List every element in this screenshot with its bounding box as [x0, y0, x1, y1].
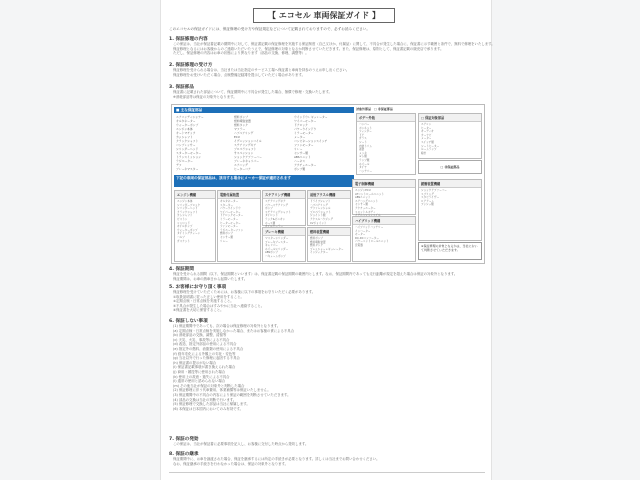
list-item: カムシャフト	[176, 135, 193, 139]
section-2-line: 保証修理をお受けいただく場合、点検整備記録簿を提示していただく場合があります。	[173, 72, 305, 77]
manufacturer-warranty-header: 下記の車両の保証部品は、該当する場合にメーカー保証が適用されます	[174, 175, 354, 187]
list-item: エアバッグ	[234, 163, 248, 167]
list-item: タイミングチェーン	[177, 232, 201, 236]
bottom-divider	[169, 472, 485, 473]
section-6-line: (e) 指定外の燃料、油脂類の使用による不具合	[173, 346, 244, 351]
list-item: ドアロックモーター	[220, 214, 244, 218]
section-body-1	[173, 42, 495, 56]
list-item: ステアリングシャフト	[265, 210, 291, 214]
section-body-6	[173, 324, 485, 411]
section-6-line: (1) 保証期間中であっても、次の場合は保証修理の対象外となります。	[173, 324, 281, 328]
list-item: マフラー	[234, 127, 246, 131]
list-item: シート	[359, 140, 367, 144]
list-item: 燃料噴射装置	[234, 119, 251, 123]
list-item: メーター	[421, 137, 432, 141]
exclusion-box-electrical	[418, 113, 482, 159]
list-item: CVジョイント	[310, 221, 327, 225]
list-item: ウインドウレギュレーター	[294, 115, 328, 119]
list-item: ドアロック	[294, 123, 308, 127]
list-item: ホイール	[359, 162, 370, 166]
list-item: 燃料タンク	[310, 244, 323, 248]
covered-parts-list-a	[176, 115, 232, 171]
list-item: クランクシャフト	[176, 139, 199, 143]
category-axle	[307, 190, 351, 226]
list-item: マスターシリンダー	[265, 237, 289, 240]
list-item: ボンネット	[359, 126, 372, 130]
section-6-line: (2) 保証修理に伴う代車費用、休業補償等は保証いたしません。	[173, 388, 271, 393]
list-item: コンロッド	[177, 221, 190, 225]
list-item: ゴム類	[359, 155, 367, 159]
section-body-7	[173, 442, 485, 447]
list-item: ショックアブソーバー	[234, 155, 262, 159]
section-title-5: 5. お客様にお守り頂く事項	[169, 285, 227, 290]
section-6-line: (5) 保証修理で交換した部品は当社に帰属します。	[173, 402, 250, 407]
section-title-3: 3. 保証部品	[169, 85, 194, 90]
non-warranty-legend: □ 非保証部品	[418, 160, 482, 174]
exclusion-box-body	[356, 113, 416, 175]
section-3-line: ※消耗部品等は保証の対象外となります。	[173, 94, 237, 99]
list-item: メッキ	[359, 151, 367, 155]
section-6-line: (4) 部品の交換は当社の判断で行います。	[173, 397, 237, 402]
list-item: キャリパー	[265, 244, 278, 248]
list-item: スターター	[220, 203, 233, 207]
list-item: コンビネーションスイッチ	[294, 139, 328, 143]
list-item: ハーネス	[294, 159, 306, 163]
list-item: ハイブリッドバッテリー	[355, 226, 384, 229]
exclusion-legend-title: 対象外部品 □ 非保証部品	[356, 107, 393, 111]
category-title: 前後アクスル機構	[308, 191, 350, 199]
list-item: スターターモーター	[176, 151, 202, 155]
list-item: シリンダーブロック	[177, 203, 201, 207]
table-note: ※保証修理の対象となるかは、当社において判断させていただきます。	[418, 242, 482, 260]
list-item: メーター	[294, 135, 306, 139]
list-item: ガラス	[359, 137, 367, 141]
list-item: リレー	[220, 239, 228, 243]
list-item: ヒーターモーター	[220, 221, 241, 225]
exclusion-box-title: ボデー外装	[357, 114, 415, 122]
list-item: ヒーターコア	[234, 167, 251, 171]
list-item: カーナビ	[421, 133, 432, 137]
section-body-5	[173, 290, 485, 313]
list-item: バルブ	[177, 235, 185, 239]
list-item: ラジエーター	[176, 159, 193, 163]
category-hybrid	[352, 216, 416, 262]
list-item: ラジエーターファン	[220, 228, 244, 232]
section-6-line: (k) 使用上の故意・過失による不具合	[173, 374, 230, 379]
list-item: 内装トリム	[359, 144, 372, 148]
list-item: ブッシュ類	[421, 203, 434, 207]
section-6-line: (a) 定期点検・日常点検を実施しなかった場合、またはお客様の責による不具合	[173, 328, 295, 333]
section-title-7: 7. 保証の発効	[169, 437, 199, 442]
list-item: ウォーターポンプ	[177, 228, 198, 232]
list-item: エアコンディショナー	[176, 115, 204, 119]
section-6-line: (j) 商用・競技等に使用された場合	[173, 369, 226, 374]
list-item: コンプレッサー	[176, 143, 196, 147]
category-title: ブレーキ機構	[263, 228, 305, 236]
list-item: 時計	[421, 151, 427, 155]
list-item: センサー類	[294, 151, 308, 155]
section-body-4	[173, 272, 485, 281]
list-item: プロペラシャフト	[234, 147, 257, 151]
list-item: ABSポンプ	[265, 251, 278, 255]
list-item: ファンモーター	[220, 225, 239, 229]
list-item: ワイパーモーター	[294, 119, 317, 123]
category-title: 電動付属装置	[218, 191, 260, 199]
intro-text: このエコセルの保証ガイドには、保証修理の受け方や保証規定などについて記載されておりますので、必ずお読みください。	[169, 27, 370, 31]
warranty-parts-table	[171, 104, 485, 264]
list-item: アクチュエーター	[294, 163, 317, 167]
list-item: オルタネーター	[220, 200, 239, 203]
list-item: ランプ類	[359, 158, 370, 162]
page-title: 【 エコセル 車両保証ガイド 】	[253, 8, 395, 23]
section-6-line: (6) 本保証は日本国内においてのみ有効です。	[173, 406, 244, 411]
list-item: ホース類	[265, 221, 276, 225]
section-7-line: この保証は、当社が保証書に必要事項を記入し、お客様に交付した時点から発効します。	[173, 442, 309, 446]
list-item: 燃料タンク	[234, 123, 248, 127]
list-item: シリンダーヘッド	[176, 147, 199, 151]
section-3-line: 保証書に記載された部品について、保証期間中に不具合が発生した場合、無償で修理・交換いたします。	[173, 90, 332, 94]
list-item: パワーウインドウ	[294, 127, 317, 131]
section-body-2	[173, 68, 485, 77]
section-1-line: 保証修理となるにはお客様からのご連絡いただいたうえで、保証修理の対象となるか判断させていただきます。また、保証修理は、原則として、保証書記載の販売店で承ります。	[173, 46, 444, 51]
list-item: ATコントロールユニット	[355, 192, 384, 196]
covered-parts-list-c	[294, 115, 352, 171]
list-item: インジェクター	[310, 251, 328, 255]
category-brake	[262, 227, 306, 262]
list-item: スタビライザー	[421, 196, 440, 200]
category-title: 燃料装置機構	[308, 228, 350, 236]
list-item: エンジン本体	[176, 127, 193, 131]
list-item: インバーター	[355, 229, 371, 233]
category-engine	[174, 190, 216, 262]
list-item: ロアアーム	[421, 199, 434, 203]
section-6-line: (d) 改造、指定外部品の使用による不具合	[173, 342, 237, 347]
list-item: オルタネーター	[176, 119, 196, 123]
list-item: ウォーターポンプ	[176, 123, 199, 127]
section-body-3	[173, 90, 485, 99]
list-item: エアバッグユニット	[355, 199, 378, 203]
list-item: シリンダーヘッド	[177, 207, 198, 211]
list-item: アクスルハウジング	[310, 217, 333, 221]
list-item: クランクシャフト	[177, 210, 198, 214]
category-steering	[262, 190, 306, 226]
list-item: ショックアブソーバー	[421, 189, 447, 192]
list-item: ハブベアリング	[310, 203, 328, 207]
list-item: リレー	[294, 147, 303, 151]
list-item: エンジンECU	[355, 189, 371, 192]
section-5-line: ④保証書を大切に保管すること。	[173, 308, 224, 313]
list-item: ドア	[359, 133, 365, 137]
category-title: エンジン機構	[175, 191, 215, 199]
warranty-document	[160, 0, 495, 480]
list-item: スプリング	[421, 192, 434, 196]
list-item: バキュームポンプ	[265, 254, 286, 258]
section-1-line: ただし、保証修理の内容はお車の状態により異なります（部品の交換、修理、調整等）。	[173, 51, 309, 56]
section-5-line: 保証修理を受けていただくためには、お客様に以下の事項をお守りいただく必要があります。	[173, 290, 316, 294]
list-item: ポンプ	[265, 207, 273, 211]
section-6-line: (3) 保証期間中の不具合の内容により保証の範囲を判断させていただきます。	[173, 392, 291, 397]
list-item: パワーウインドウ	[220, 207, 241, 211]
legend-label: □ 保証対象部品	[419, 114, 481, 122]
list-item: ファンモーター	[294, 143, 314, 147]
list-item: スイッチ類	[421, 140, 434, 144]
list-item: センサー類	[355, 203, 368, 207]
list-item: ジョイント類	[310, 214, 326, 218]
list-item: スロットルボディ	[355, 210, 376, 214]
category-title: ハイブリッド機構	[353, 217, 415, 225]
list-item: 塗装	[359, 148, 365, 152]
category-title: 電子制御機構	[353, 180, 415, 188]
list-item: オイルポンプ	[177, 225, 193, 229]
category-fuel	[307, 227, 351, 262]
list-item: ミラーモーター	[220, 217, 239, 221]
covered-parts-header: ■ 主な保証部品	[174, 107, 354, 113]
list-item: ミラーモーター	[294, 131, 314, 135]
section-6-line: (l) 通常の使用と認められない場合	[173, 379, 226, 384]
covered-parts-list-b	[234, 115, 292, 171]
list-item: トランスミッション	[176, 155, 201, 159]
list-item: プロペラシャフト	[310, 210, 331, 214]
section-title-1: 1. 保証修理の内容	[169, 37, 208, 42]
list-item: ヒーター	[421, 126, 432, 130]
section-5-line: ①取扱説明書に従った正しい使用をすること。	[173, 294, 244, 299]
list-item: 燃料ポンプ	[220, 232, 233, 236]
list-item: ABSユニット	[355, 196, 371, 200]
section-title-8: 8. 保証の継承	[169, 452, 199, 457]
list-item: カムシャフト	[177, 214, 193, 218]
list-item: ピストン	[177, 217, 188, 221]
list-item: エアコン	[421, 123, 432, 126]
list-item: パワーコントロールユニット	[355, 240, 389, 244]
category-suspension	[418, 179, 482, 241]
section-8-line: なお、保証継承の手続きを行わなかった場合は、保証の対象外となります。	[173, 461, 289, 466]
list-item: ABSユニット	[294, 155, 311, 159]
list-item: センサー類	[220, 235, 233, 239]
list-item: ハブベアリング	[234, 131, 254, 135]
section-title-4: 4. 保証期間	[169, 267, 194, 272]
list-item: パワーステアリング	[265, 203, 289, 207]
section-5-line: ③不具合が発生した場合はすみやかに当社へ連絡すること。	[173, 303, 265, 308]
section-6-line: (g) 当社以外で行った修理に起因する不具合	[173, 356, 240, 361]
list-item: ホイールシリンダー	[265, 247, 289, 251]
list-item: オーディオ	[421, 130, 434, 134]
list-item: 充電器	[355, 243, 363, 247]
list-item: オートマチック	[176, 131, 196, 135]
section-title-6: 6. 保証しない事項	[169, 319, 208, 324]
section-6-line: (m) その他当社が保証の対象外と判断した場合	[173, 383, 245, 388]
section-6-line: (i) 保証書記載事項が書き換えられた場合	[173, 365, 236, 370]
list-item: ドライブシャフト	[310, 200, 331, 203]
section-8-line: 保証期間中に、お車を譲渡された場合、保証を継承するには所定の手続きが必要となります。詳しくは当社までお問い合わせください。	[173, 457, 380, 461]
list-item: バンパー	[359, 123, 370, 126]
list-item: DC-DCコンバーター	[355, 236, 379, 240]
list-item: プレッシャーレギュレーター	[310, 247, 344, 251]
section-6-line: (c) 天災、火災、事故等による不具合	[173, 337, 230, 342]
list-item: イグニッションコイル	[234, 139, 262, 143]
section-title-2: 2. 保証修理の受け方	[169, 63, 213, 68]
section-body-8	[173, 457, 485, 466]
list-item: サスペンション	[234, 151, 254, 155]
list-item: バッテリー	[359, 169, 372, 173]
list-item: デファレンシャル	[310, 207, 331, 211]
list-item: ルームランプ	[421, 148, 437, 152]
section-6-line: (f) 経年変化による外観上の劣化・変色等	[173, 351, 236, 356]
list-item: 燃料ポンプ	[234, 115, 248, 119]
section-1-line: この保証は、当社が保証書記載の期間中に対して、保証書記載の保証修理を実施する保証制度（自己又ほか、付属品）に関して、不具合が発生した場合に、保証書に示す範囲と条件で、無料で修理をいたします。	[173, 42, 495, 46]
category-electronic-control	[352, 179, 416, 215]
section-6-line: (h) 保証書の提示がない場合	[173, 360, 217, 365]
section-4-line: 保証期間は、お車の納車日から起算いたします。	[173, 276, 248, 281]
list-item: 燃料噴射装置	[310, 240, 326, 244]
category-title: 緩衝装置機構	[419, 180, 481, 188]
list-item: ステアリングギア	[234, 143, 257, 147]
list-item: タイヤ	[359, 166, 367, 170]
list-item: シートヒーター	[421, 144, 440, 148]
category-electrical	[217, 190, 261, 262]
list-item: ブレーキブースター	[265, 240, 289, 244]
list-item: アクチュエーター	[355, 206, 376, 210]
list-item: モーター	[355, 233, 366, 237]
list-item: ブレーキマスター	[176, 167, 199, 171]
list-item: ブレーキキャリパー	[234, 159, 259, 163]
list-item: タイロッド	[265, 214, 278, 218]
list-item: フェンダー	[359, 130, 372, 134]
list-item: 燃料ポンプ	[310, 237, 323, 240]
list-item: ECU	[234, 135, 240, 139]
list-item: ラック&ピニオン	[265, 217, 286, 221]
section-4-line: 保証を受けられる期間（以下、保証期間といいます）は、保証書記載の保証期間の範囲内とします。なお、保証期間内であっても走行距離が規定を超えた場合は保証の対象外となります。	[173, 272, 458, 276]
section-2-line: 保証修理を受けられる場合は、当社または当社指定のサービス工場へ保証書と車両を持参のうえお申し出ください。	[173, 68, 350, 72]
list-item: エンジン本体	[177, 200, 193, 203]
category-title: ステアリング機構	[263, 191, 305, 199]
section-5-line: ②定期点検・日常点検を実施すること。	[173, 299, 234, 304]
list-item: ガスケット	[177, 239, 190, 243]
list-item: ポンプ類	[294, 167, 306, 171]
list-item: ステアリングギア	[265, 200, 286, 203]
list-item: ワイパーモーター	[220, 210, 241, 214]
section-6-line: (b) 消耗部品の交換、調整、清掃等	[173, 333, 227, 338]
list-item: デフ	[176, 163, 182, 167]
